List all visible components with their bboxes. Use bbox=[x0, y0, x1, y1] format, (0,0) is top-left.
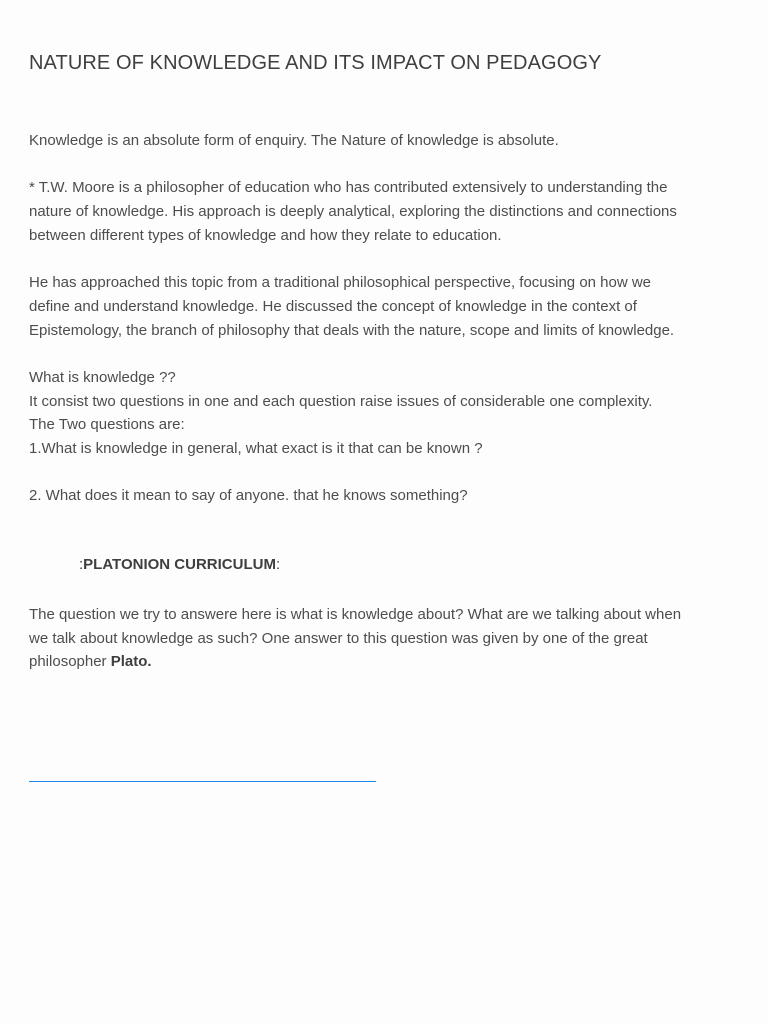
section-heading-prefix: : bbox=[79, 556, 84, 573]
closing-paragraph bbox=[29, 603, 739, 674]
text-line: Epistemology, the branch of philosophy that deals with the nature, scope and limits of knowledge. bbox=[29, 321, 675, 339]
section-heading-text: PLATONION CURRICULUM bbox=[83, 556, 276, 573]
paragraph bbox=[29, 129, 739, 153]
text-line: between different types of knowledge and how they relate to education. bbox=[29, 226, 502, 244]
text-line: Knowledge is an absolute form of enquiry. The Nature of knowledge is absolute. bbox=[29, 132, 559, 149]
paragraph bbox=[29, 176, 739, 247]
paragraph bbox=[29, 271, 739, 342]
text-line: 1.What is knowledge in general, what exact is it that can be known ? bbox=[29, 440, 483, 458]
text-line: define and understand knowledge. He discussed the concept of knowledge in the context of bbox=[29, 297, 637, 315]
text-line: What is knowledge ?? bbox=[29, 368, 176, 386]
section-heading bbox=[79, 556, 280, 573]
text-line: He has approached this topic from a traditional philosophical perspective, focusing on how we bbox=[29, 274, 652, 292]
text-line: * T.W. Moore is a philosopher of education who has contributed extensively to understanding the bbox=[29, 179, 668, 197]
text-line: we talk about knowledge as such? One answer to this question was given by one of the great bbox=[29, 629, 648, 647]
text-line-last bbox=[29, 650, 739, 674]
text-line: It consist two questions in one and each question raise issues of considerable one complexity. bbox=[29, 392, 653, 410]
section-heading-suffix: : bbox=[275, 556, 281, 573]
text-line: nature of knowledge. His approach is deeply analytical, exploring the distinctions and connections bbox=[29, 203, 677, 221]
text-line: The Two questions are: bbox=[29, 416, 185, 434]
paragraph bbox=[29, 366, 739, 461]
document-body bbox=[29, 129, 739, 532]
closing-prefix: philosopher bbox=[29, 653, 111, 671]
document-title: NATURE OF KNOWLEDGE AND ITS IMPACT ON PEDAGOGY bbox=[29, 52, 602, 74]
plato-emphasis: Plato. bbox=[110, 653, 152, 671]
text-line: The question we try to answere here is what is knowledge about? What are we talking about when bbox=[29, 606, 682, 623]
hyperlink-underline[interactable] bbox=[29, 781, 376, 782]
paragraph bbox=[29, 484, 739, 508]
text-line: 2. What does it mean to say of anyone. that he knows something? bbox=[29, 487, 468, 505]
